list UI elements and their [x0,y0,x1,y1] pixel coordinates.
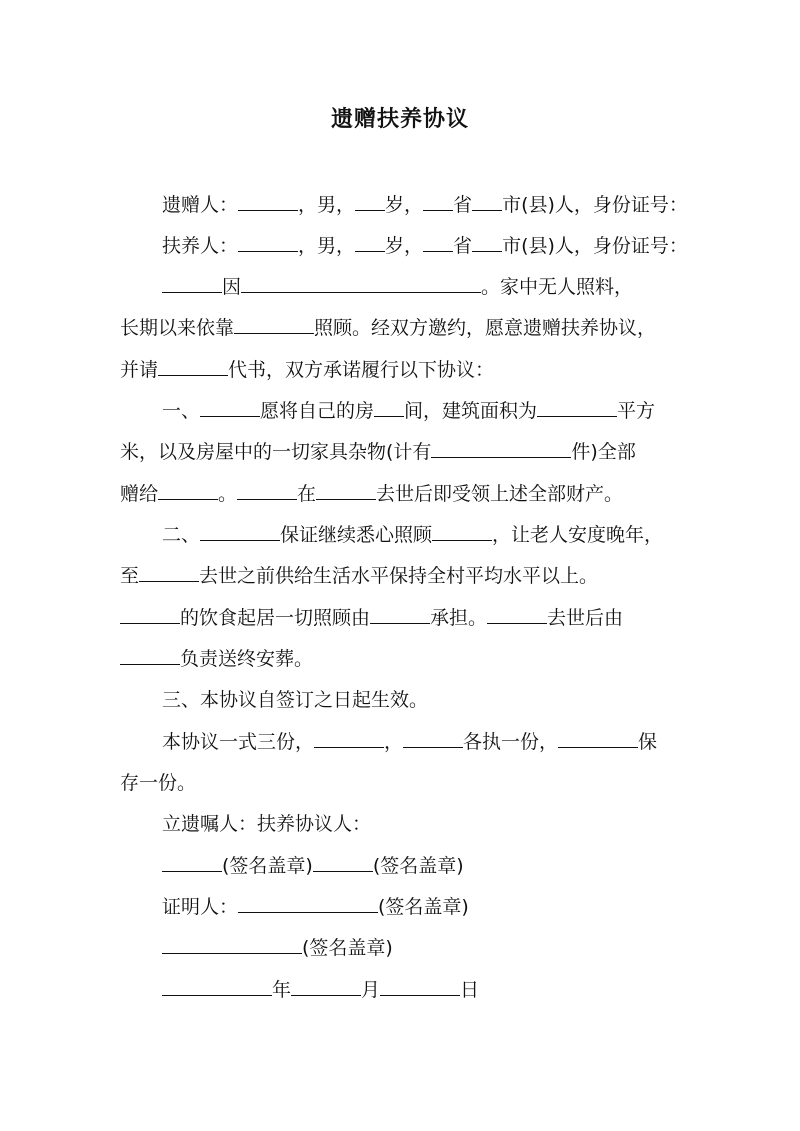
paragraph-line: 的饮食起居一切照顾由 承担。 去世后由 [120,605,623,633]
fill-in-blank [472,192,502,211]
paragraph-line: 因 。家中无人照料， [162,274,633,302]
fill-in-blank [370,605,430,624]
document-title: 遗赠扶养协议 [330,107,469,132]
fill-in-blank [200,522,280,541]
paragraph-line: 一、 愿将自己的房 间，建筑面积为 平方 [162,400,656,422]
paragraph-line: 遗赠人： ，男， 岁， 省 市(县)人，身份证号： [162,194,688,216]
fill-in-blank [355,233,385,252]
paragraph-line: 存一份。 [120,772,197,794]
paragraph-line: 长期以来依靠 照顾。经双方邀约，愿意遗赠扶养协议， [120,317,657,339]
fill-in-blank [432,522,492,541]
witness-line: 证明人： (签名盖章) [162,896,469,918]
paragraph-line: 扶养人： ，男， 岁， 省 市(县)人，身份证号： [162,235,688,257]
fill-in-blank [238,233,298,252]
paragraph-line: 负责送终安葬。 [120,646,313,674]
signature-line: (签名盖章) (签名盖章) [162,853,464,881]
date-line: 年 月 日 [162,977,479,1005]
fill-in-blank [234,315,314,334]
paragraph-line: 赠给 。 在 去世后即受领上述全部财产。 [120,483,624,505]
fill-in-blank [314,729,384,748]
fill-in-blank [403,729,463,748]
fill-in-blank [487,605,547,624]
fill-in-blank [238,894,378,913]
signature-heading: 立遗嘱人：扶养协议人： [162,813,372,835]
fill-in-blank [374,398,404,417]
fill-in-blank [558,729,638,748]
fill-in-blank [162,935,302,954]
fill-in-blank [241,274,481,293]
fill-in-blank [316,481,376,500]
paragraph-line: 米，以及房屋中的一切家具杂物(计有 件)全部 [120,441,636,463]
fill-in-blank [380,977,460,996]
fill-in-blank [237,481,297,500]
fill-in-blank [139,563,199,582]
fill-in-blank [158,481,218,500]
fill-in-blank [158,357,228,376]
fill-in-blank [162,853,222,872]
fill-in-blank [162,977,272,996]
fill-in-blank [120,605,180,624]
fill-in-blank [291,977,361,996]
fill-in-blank [200,398,260,417]
paragraph-line: 并请 代书，双方承诺履行以下协议： [120,359,495,381]
paragraph-line: 至 去世之前供给生活水平保持全村平均水平以上。 [120,565,599,587]
paragraph-line: 三、本协议自签订之日起生效。 [162,689,429,711]
fill-in-blank [355,192,385,211]
fill-in-blank [120,646,180,665]
fill-in-blank [313,853,373,872]
witness-signature-line: (签名盖章) [162,935,393,963]
fill-in-blank [238,192,298,211]
fill-in-blank [431,439,571,458]
fill-in-blank [423,192,453,211]
paragraph-line: 本协议一式三份， ， 各执一份， 保 [162,731,658,753]
paragraph-line: 二、 保证继续悉心照顾 ，让老人安度晚年， [162,524,664,546]
fill-in-blank [537,398,617,417]
fill-in-blank [162,274,222,293]
fill-in-blank [472,233,502,252]
fill-in-blank [423,233,453,252]
